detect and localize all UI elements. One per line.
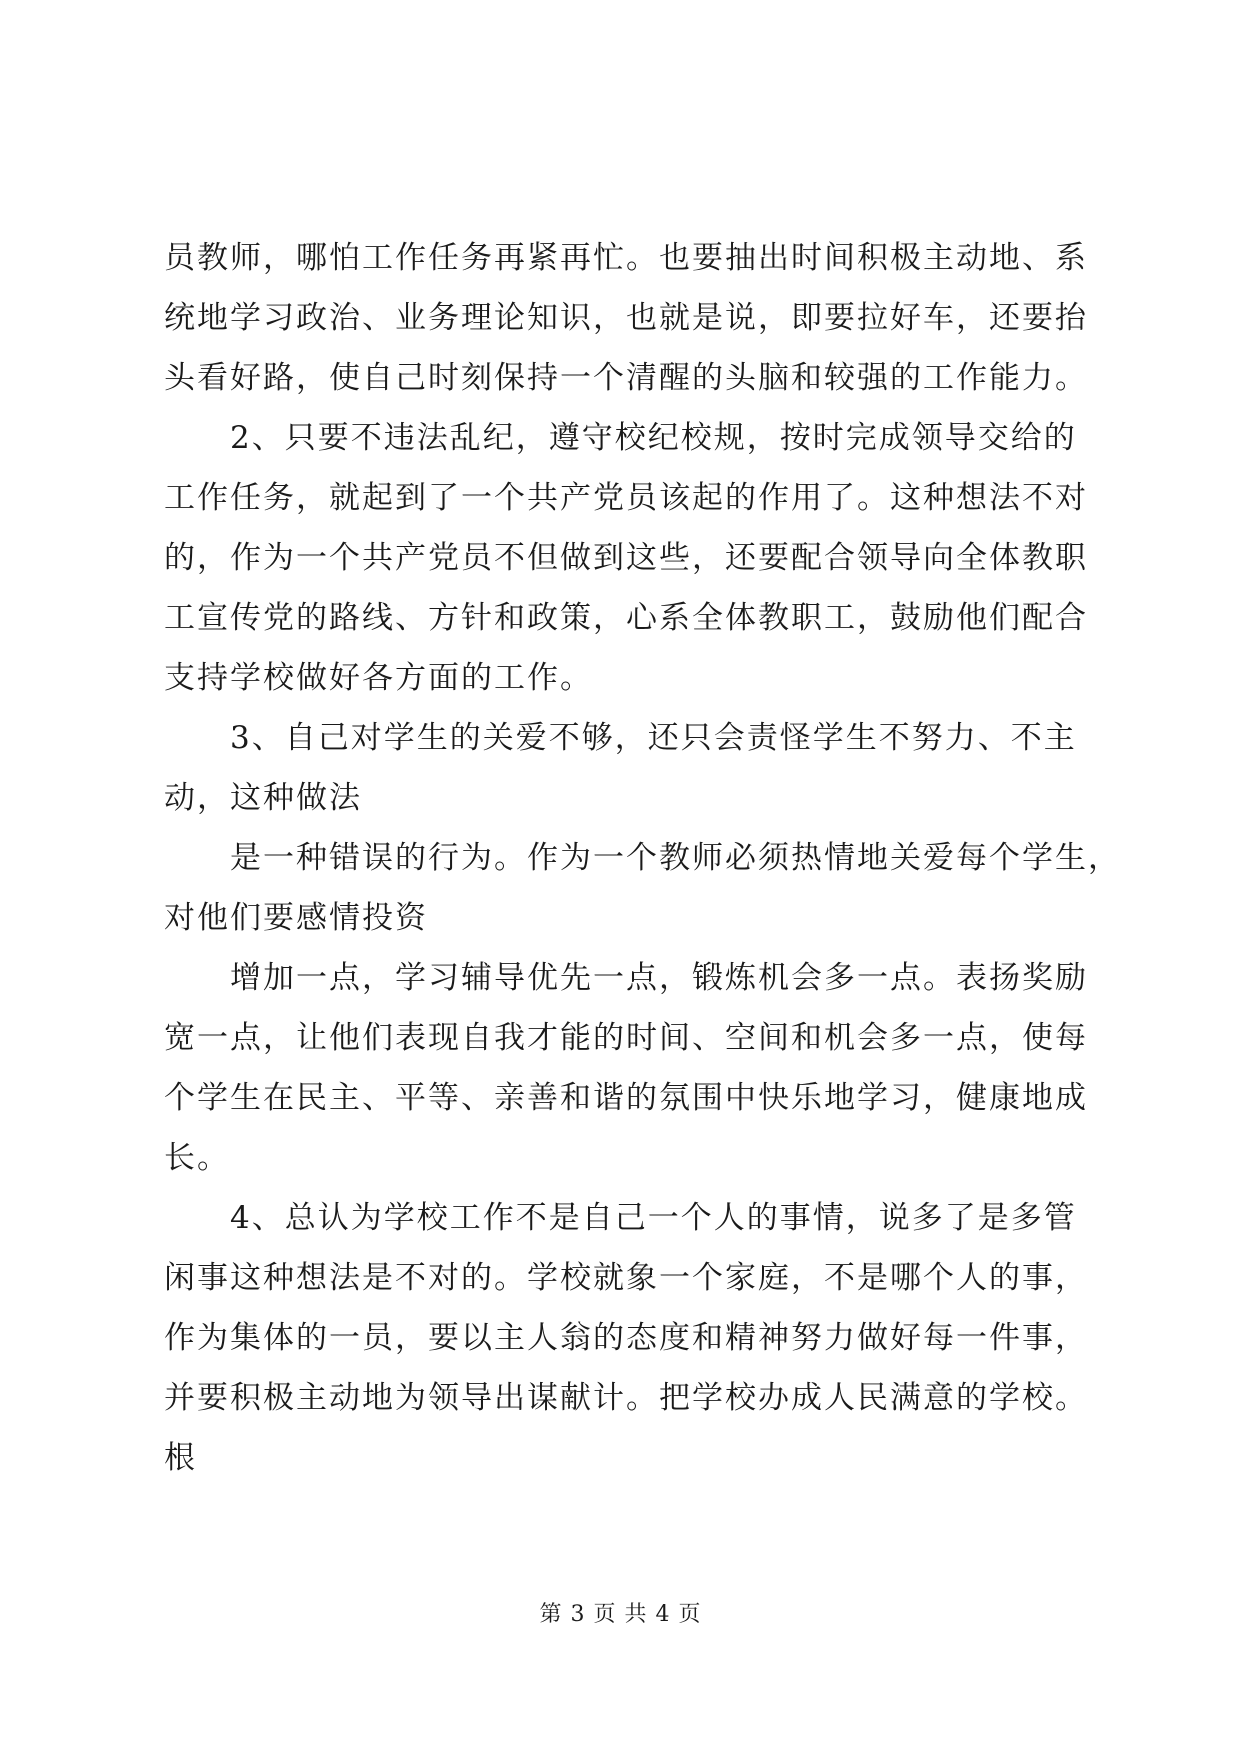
- text-line: 3、自己对学生的关爱不够，还只会责怪学生不努力、不主: [230, 720, 1077, 756]
- text-line: 2、只要不违法乱纪，遵守校纪校规，按时完成领导交给的: [230, 420, 1077, 456]
- text-line: 对他们要感情投资: [164, 900, 428, 936]
- text-line: 支持学校做好各方面的工作。: [164, 660, 593, 696]
- text-line: 宽一点，让他们表现自我才能的时间、空间和机会多一点，使每: [164, 1020, 1088, 1056]
- text-line: 并要积极主动地为领导出谋献计。把学校办成人民满意的学校。: [164, 1380, 1088, 1416]
- document-body: [164, 228, 1121, 1488]
- text-line: 个学生在民主、平等、亲善和谐的氛围中快乐地学习，健康地成: [164, 1080, 1088, 1116]
- text-line: 根: [164, 1440, 197, 1476]
- text-line: 工作任务，就起到了一个共产党员该起的作用了。这种想法不对: [164, 480, 1088, 516]
- text-line: 的，作为一个共产党员不但做到这些，还要配合领导向全体教职: [164, 540, 1088, 576]
- text-line: 4、总认为学校工作不是自己一个人的事情，说多了是多管: [230, 1200, 1077, 1236]
- text-line: 作为集体的一员，要以主人翁的态度和精神努力做好每一件事，: [164, 1320, 1088, 1356]
- text-line: 工宣传党的路线、方针和政策，心系全体教职工，鼓励他们配合: [164, 600, 1088, 636]
- text-line: 统地学习政治、业务理论知识，也就是说，即要拉好车，还要抬: [164, 300, 1088, 336]
- text-line: 长。: [164, 1140, 230, 1176]
- text-line: 闲事这种想法是不对的。学校就象一个家庭，不是哪个人的事，: [164, 1260, 1088, 1296]
- page-footer: 第 3 页 共 4 页: [539, 1602, 702, 1627]
- text-line: 员教师，哪怕工作任务再紧再忙。也要抽出时间积极主动地、系: [164, 240, 1088, 276]
- text-line: 头看好路，使自己时刻保持一个清醒的头脑和较强的工作能力。: [164, 360, 1088, 396]
- text-line: 增加一点，学习辅导优先一点，锻炼机会多一点。表扬奖励: [230, 960, 1088, 996]
- text-line: 动，这种做法: [164, 780, 362, 816]
- text-line: 是一种错误的行为。作为一个教师必须热情地关爱每个学生，: [230, 840, 1121, 876]
